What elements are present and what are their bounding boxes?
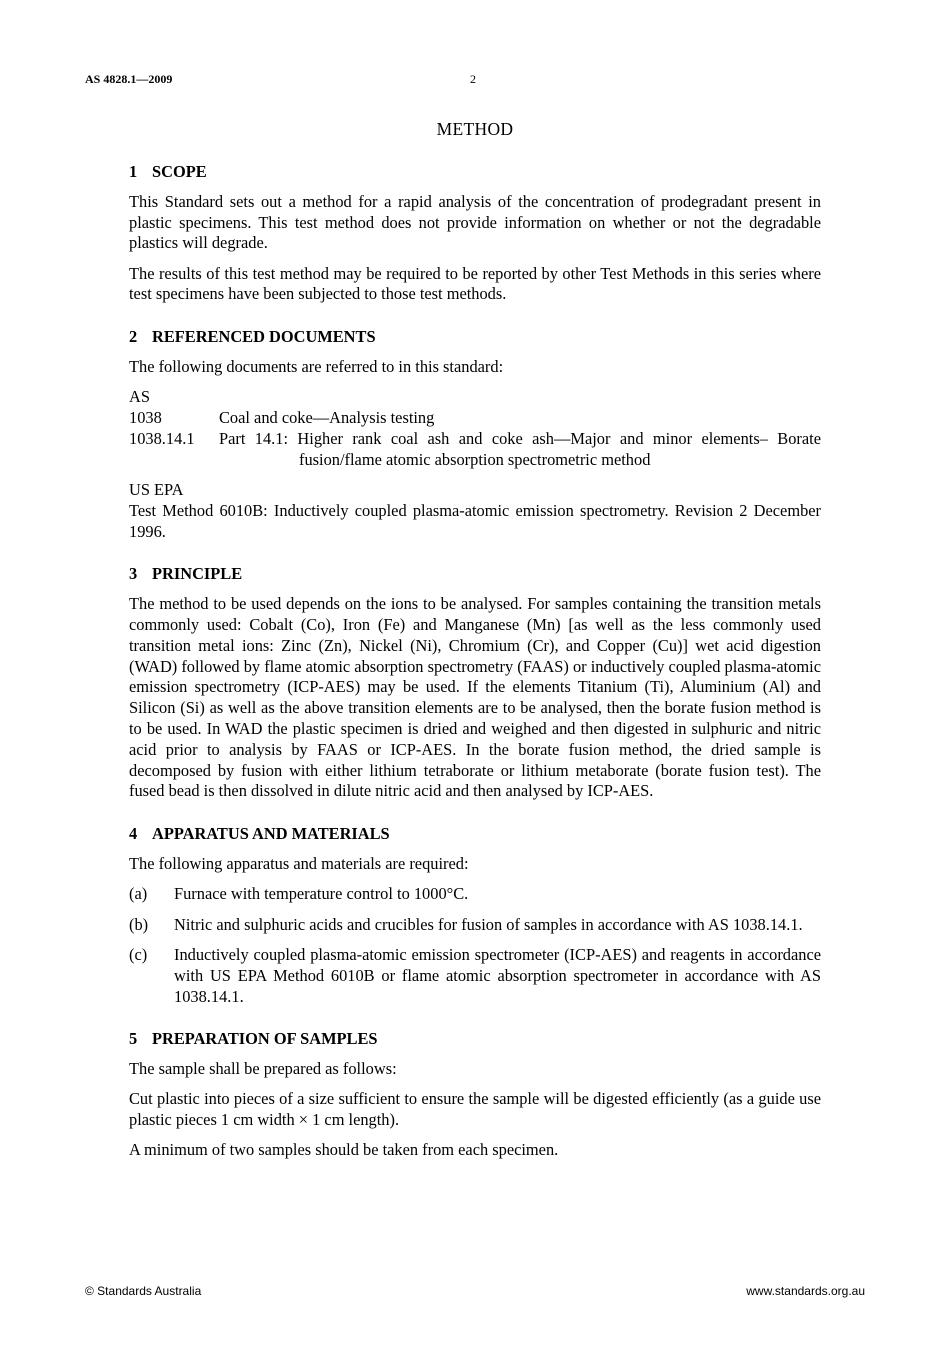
epa-references: [129, 480, 821, 542]
epa-label: US EPA: [129, 480, 184, 500]
scope-paragraph-2: The results of this test method may be required to be reported by other Test Methods in this series where test specimens have been subjected to those test methods.: [129, 263, 821, 304]
reference-part: Part 14.1:: [219, 428, 289, 448]
section-principle: [129, 564, 821, 802]
section-heading: 5 PREPARATION OF SAMPLES: [129, 1029, 378, 1049]
reference-number: 1038.14.1: [129, 428, 195, 448]
list-item-label: (b): [129, 914, 149, 934]
preparation-paragraph-2: Cut plastic into pieces of a size sufficient to ensure the sample will be digested efficiently (as a guide use plastic pieces 1 cm width × 1 cm length).: [129, 1089, 821, 1130]
as-label: AS: [129, 387, 150, 407]
reference-item: [129, 429, 821, 471]
footer-url[interactable]: www.standards.org.au: [746, 1284, 865, 1298]
principle-paragraph: The method to be used depends on the ions to be analysed. For samples containing the transition metals commonly used: Cobalt (Co), Iron (Fe) and Manganese (Mn) [as well as the less commonly used transition metal ions: Zinc (Zn), Nickel (Ni), Chromium (Cr), and Copper (Cu)] wet acid digestion (WAD) followed by flame atomic absorption spectrometry (FAAS) or inductively coupled plasma-atomic emission spectrometry (ICP-AES) may be used. If the elements Titanium (Ti), Aluminium (Al) and Silicon (Si) as well as the above transition elements are to be analysed, then the borate fusion method is to be used. In WAD the plastic specimen is dried and weighed and then digested in sulphuric and nitric acid prior to analysis by FAAS or ICP-AES. In the borate fusion method, the dried sample is decomposed by fusion with either lithium tetraborate or lithium metaborate (borate fusion test). The fused bead is then dissolved in dilute nitric acid and then analysed by ICP-AES.: [129, 594, 822, 801]
apparatus-intro: The following apparatus and materials are required:: [129, 854, 469, 874]
list-item: [129, 884, 821, 905]
reference-number: 1038: [129, 408, 162, 428]
preparation-paragraph-3: A minimum of two samples should be taken from each specimen.: [129, 1140, 559, 1160]
footer-copyright: © Standards Australia: [85, 1284, 202, 1298]
document-body: [129, 162, 821, 1183]
scope-paragraph-1: This Standard sets out a method for a rapid analysis of the concentration of prodegradant present in plastic specimens. This test method does not provide information on whether or not the degradable plastics will degrade.: [129, 191, 821, 253]
epa-reference-text: Test Method 6010B: Inductively coupled plasma-atomic emission spectrometry. Revision 2 December 1996.: [129, 500, 821, 541]
list-item-label: (a): [129, 884, 148, 904]
as-references: [129, 387, 821, 470]
list-item: [129, 915, 821, 936]
reference-item: [129, 408, 821, 429]
section-apparatus: [129, 824, 821, 1007]
section-heading: 2 REFERENCED DOCUMENTS: [129, 327, 376, 347]
list-item-label: (c): [129, 944, 148, 964]
section-heading: 4 APPARATUS AND MATERIALS: [129, 824, 390, 844]
references-intro: The following documents are referred to in this standard:: [129, 357, 504, 377]
list-item: [129, 945, 821, 1007]
section-scope: [129, 162, 821, 305]
reference-title: Coal and coke—Analysis testing: [219, 408, 435, 428]
reference-title: Part 14.1: Higher rank coal ash and coke ash—Major and minor elements– Borate fusion/flame atomic absorption spectrometric method: [219, 428, 821, 469]
header-page-number: 2: [470, 72, 476, 86]
section-heading: 3 PRINCIPLE: [129, 564, 243, 584]
list-item-text: Nitric and sulphuric acids and crucibles for fusion of samples in accordance with AS 1038.14.1.: [174, 914, 803, 934]
section-preparation: [129, 1029, 821, 1161]
section-referenced-documents: [129, 327, 821, 542]
document-title: METHOD: [436, 119, 514, 139]
list-item-text: Furnace with temperature control to 1000°C.: [174, 884, 469, 904]
section-heading: 1 SCOPE: [129, 162, 207, 181]
preparation-paragraph-1: The sample shall be prepared as follows:: [129, 1059, 397, 1079]
header-standard-id: AS 4828.1—2009: [85, 72, 173, 86]
list-item-text: Inductively coupled plasma-atomic emission spectrometer (ICP-AES) and reagents in accordance with US EPA Method 6010B or flame atomic absorption spectrometer in accordance with AS 1038.14.1.: [174, 944, 821, 1006]
